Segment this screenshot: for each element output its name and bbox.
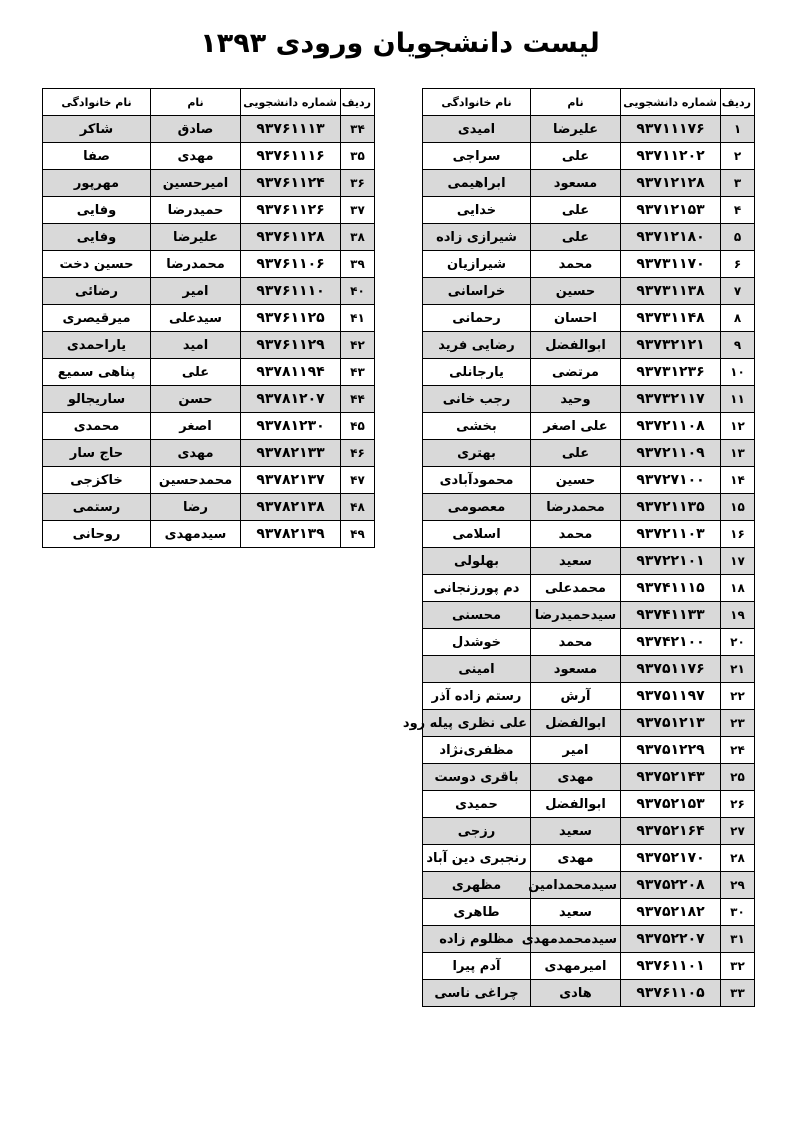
header-row-number: ردیف	[341, 89, 375, 116]
first-name-cell: مهدی	[151, 143, 241, 170]
table-row	[423, 737, 755, 764]
row-number-cell: ۱۲	[721, 413, 755, 440]
student-id-cell: ۹۳۷۵۱۲۱۳	[621, 710, 721, 737]
last-name-cell: شیرازیان	[423, 251, 531, 278]
first-name-cell: ابوالفضل	[531, 332, 621, 359]
row-number-cell: ۴۱	[341, 305, 375, 332]
student-id-cell: ۹۳۷۴۲۱۰۰	[621, 629, 721, 656]
student-id-cell: ۹۳۷۵۱۲۲۹	[621, 737, 721, 764]
last-name-cell: بهتری	[423, 440, 531, 467]
student-table-right	[402, 88, 755, 1007]
last-name-cell: مظفری‌نژاد	[423, 737, 531, 764]
last-name-cell: رنجبری دین آباد	[423, 845, 531, 872]
student-id-cell: ۹۳۷۲۷۱۰۰	[621, 467, 721, 494]
table-row	[423, 953, 755, 980]
row-number-cell: ۳۷	[341, 197, 375, 224]
last-name-cell: حمیدی	[423, 791, 531, 818]
first-name-cell: مهدی	[531, 764, 621, 791]
first-name-cell: علیرضا	[531, 116, 621, 143]
student-id-cell: ۹۳۷۳۱۱۴۸	[621, 305, 721, 332]
first-name-cell: ابوالفضل	[531, 791, 621, 818]
student-id-cell: ۹۳۷۶۱۱۰۱	[621, 953, 721, 980]
last-name-cell: روحانی	[43, 521, 151, 548]
table-row	[43, 413, 375, 440]
table-row	[423, 629, 755, 656]
student-id-cell: ۹۳۷۵۲۲۰۸	[621, 872, 721, 899]
row-number-cell: ۲	[721, 143, 755, 170]
first-name-cell: مسعود	[531, 170, 621, 197]
table-row	[423, 872, 755, 899]
last-name-cell: شیرازی زاده	[423, 224, 531, 251]
last-name-cell: صفا	[43, 143, 151, 170]
last-name-cell: مهرپور	[43, 170, 151, 197]
student-id-cell: ۹۳۷۲۱۱۰۹	[621, 440, 721, 467]
last-name-cell: وفایی	[43, 224, 151, 251]
row-number-cell: ۵	[721, 224, 755, 251]
table-row	[423, 305, 755, 332]
first-name-cell: سیدمحمدمهدی	[531, 926, 621, 953]
first-name-cell: مرتضی	[531, 359, 621, 386]
table-row	[423, 818, 755, 845]
last-name-cell: خراسانی	[423, 278, 531, 305]
last-name-cell: خوشدل	[423, 629, 531, 656]
last-name-cell: علی نظری پیله رود	[423, 710, 531, 737]
row-number-cell: ۲۹	[721, 872, 755, 899]
last-name-cell: بهلولی	[423, 548, 531, 575]
student-id-cell: ۹۳۷۸۱۲۳۰	[241, 413, 341, 440]
row-number-cell: ۱۶	[721, 521, 755, 548]
table-row	[43, 440, 375, 467]
table-row	[43, 305, 375, 332]
student-table-left	[42, 88, 375, 548]
row-number-cell: ۴۹	[341, 521, 375, 548]
student-id-cell: ۹۳۷۳۲۱۱۷	[621, 386, 721, 413]
row-number-cell: ۳۲	[721, 953, 755, 980]
last-name-cell: رزجی	[423, 818, 531, 845]
first-name-cell: اصغر	[151, 413, 241, 440]
row-number-cell: ۲۶	[721, 791, 755, 818]
row-number-cell: ۱۹	[721, 602, 755, 629]
last-name-cell: طاهری	[423, 899, 531, 926]
last-name-cell: رستمی	[43, 494, 151, 521]
table-row	[423, 197, 755, 224]
last-name-cell: رحمانی	[423, 305, 531, 332]
table-row	[423, 980, 755, 1007]
row-number-cell: ۲۴	[721, 737, 755, 764]
student-id-cell: ۹۳۷۱۱۲۰۲	[621, 143, 721, 170]
student-id-cell: ۹۳۷۸۲۱۳۸	[241, 494, 341, 521]
row-number-cell: ۳۸	[341, 224, 375, 251]
row-number-cell: ۲۲	[721, 683, 755, 710]
row-number-cell: ۶	[721, 251, 755, 278]
student-id-cell: ۹۳۷۸۲۱۳۷	[241, 467, 341, 494]
table-row	[423, 143, 755, 170]
row-number-cell: ۳۳	[721, 980, 755, 1007]
last-name-cell: سراجی	[423, 143, 531, 170]
last-name-cell: پناهی سمیع	[43, 359, 151, 386]
table-row	[43, 332, 375, 359]
first-name-cell: حمیدرضا	[151, 197, 241, 224]
header-student-id: شماره دانشجویی	[621, 89, 721, 116]
first-name-cell: مهدی	[151, 440, 241, 467]
last-name-cell: اسلامی	[423, 521, 531, 548]
student-id-cell: ۹۳۷۶۱۱۰۵	[621, 980, 721, 1007]
row-number-cell: ۴۰	[341, 278, 375, 305]
row-number-cell: ۲۷	[721, 818, 755, 845]
last-name-cell: وفایی	[43, 197, 151, 224]
student-id-cell: ۹۳۷۴۱۱۱۵	[621, 575, 721, 602]
student-id-cell: ۹۳۷۱۲۱۵۳	[621, 197, 721, 224]
student-id-cell: ۹۳۷۳۱۱۷۰	[621, 251, 721, 278]
row-number-cell: ۸	[721, 305, 755, 332]
first-name-cell: سعید	[531, 548, 621, 575]
table-header-row	[423, 89, 755, 116]
row-number-cell: ۱۷	[721, 548, 755, 575]
last-name-cell: معصومی	[423, 494, 531, 521]
student-id-cell: ۹۳۷۱۱۱۷۶	[621, 116, 721, 143]
student-id-cell: ۹۳۷۳۱۲۳۶	[621, 359, 721, 386]
first-name-cell: آرش	[531, 683, 621, 710]
student-id-cell: ۹۳۷۸۲۱۳۹	[241, 521, 341, 548]
first-name-cell: مهدی	[531, 845, 621, 872]
last-name-cell: میرقیصری	[43, 305, 151, 332]
table-header-row	[43, 89, 375, 116]
table-row	[43, 116, 375, 143]
first-name-cell: علی	[531, 143, 621, 170]
table-row	[423, 656, 755, 683]
first-name-cell: سعید	[531, 899, 621, 926]
row-number-cell: ۷	[721, 278, 755, 305]
table-row	[43, 251, 375, 278]
first-name-cell: ابوالفضل	[531, 710, 621, 737]
student-id-cell: ۹۳۷۸۱۲۰۷	[241, 386, 341, 413]
table-row	[423, 602, 755, 629]
row-number-cell: ۳۶	[341, 170, 375, 197]
last-name-cell: یارجانلی	[423, 359, 531, 386]
last-name-cell: خدایی	[423, 197, 531, 224]
table-row	[423, 521, 755, 548]
header-student-id: شماره دانشجویی	[241, 89, 341, 116]
first-name-cell: محمد	[531, 629, 621, 656]
row-number-cell: ۴۲	[341, 332, 375, 359]
student-id-cell: ۹۳۷۱۲۱۸۰	[621, 224, 721, 251]
last-name-cell: رضائی	[43, 278, 151, 305]
row-number-cell: ۴۳	[341, 359, 375, 386]
table-row	[423, 359, 755, 386]
first-name-cell: وحید	[531, 386, 621, 413]
last-name-cell: مظلوم زاده	[423, 926, 531, 953]
row-number-cell: ۴۵	[341, 413, 375, 440]
table-row	[423, 332, 755, 359]
row-number-cell: ۱۱	[721, 386, 755, 413]
last-name-cell: ابراهیمی	[423, 170, 531, 197]
row-number-cell: ۲۳	[721, 710, 755, 737]
row-number-cell: ۱۴	[721, 467, 755, 494]
first-name-cell: امیرحسین	[151, 170, 241, 197]
table-row	[43, 278, 375, 305]
student-id-cell: ۹۳۷۵۲۱۷۰	[621, 845, 721, 872]
first-name-cell: علیرضا	[151, 224, 241, 251]
row-number-cell: ۴۸	[341, 494, 375, 521]
student-id-cell: ۹۳۷۸۱۱۹۴	[241, 359, 341, 386]
student-id-cell: ۹۳۷۶۱۱۱۶	[241, 143, 341, 170]
row-number-cell: ۱۸	[721, 575, 755, 602]
table-row	[43, 197, 375, 224]
row-number-cell: ۲۸	[721, 845, 755, 872]
row-number-cell: ۳۱	[721, 926, 755, 953]
row-number-cell: ۱	[721, 116, 755, 143]
last-name-cell: محمدی	[43, 413, 151, 440]
student-id-cell: ۹۳۷۲۲۱۰۱	[621, 548, 721, 575]
first-name-cell: احسان	[531, 305, 621, 332]
last-name-cell: یاراحمدی	[43, 332, 151, 359]
first-name-cell: محمدرضا	[151, 251, 241, 278]
last-name-cell: خاکزجی	[43, 467, 151, 494]
table-row	[423, 791, 755, 818]
table-row	[43, 494, 375, 521]
first-name-cell: محمدعلی	[531, 575, 621, 602]
student-id-cell: ۹۳۷۶۱۱۲۹	[241, 332, 341, 359]
student-id-cell: ۹۳۷۶۱۱۲۸	[241, 224, 341, 251]
row-number-cell: ۲۱	[721, 656, 755, 683]
last-name-cell: رجب خانی	[423, 386, 531, 413]
header-last-name: نام خانوادگی	[43, 89, 151, 116]
header-first-name: نام	[531, 89, 621, 116]
student-id-cell: ۹۳۷۵۲۱۶۴	[621, 818, 721, 845]
first-name-cell: سعید	[531, 818, 621, 845]
table-row	[43, 143, 375, 170]
table-row	[423, 764, 755, 791]
table-row	[423, 494, 755, 521]
last-name-cell: امینی	[423, 656, 531, 683]
row-number-cell: ۲۵	[721, 764, 755, 791]
table-row	[423, 683, 755, 710]
last-name-cell: امیدی	[423, 116, 531, 143]
row-number-cell: ۱۵	[721, 494, 755, 521]
header-first-name: نام	[151, 89, 241, 116]
student-id-cell: ۹۳۷۵۱۱۹۷	[621, 683, 721, 710]
table-row	[43, 467, 375, 494]
first-name-cell: حسین	[531, 278, 621, 305]
first-name-cell: علی اصغر	[531, 413, 621, 440]
row-number-cell: ۹	[721, 332, 755, 359]
student-id-cell: ۹۳۷۱۲۱۲۸	[621, 170, 721, 197]
table-row	[423, 170, 755, 197]
student-id-cell: ۹۳۷۳۱۱۳۸	[621, 278, 721, 305]
first-name-cell: حسن	[151, 386, 241, 413]
student-id-cell: ۹۳۷۲۱۱۳۵	[621, 494, 721, 521]
first-name-cell: محمدرضا	[531, 494, 621, 521]
student-id-cell: ۹۳۷۵۲۱۴۳	[621, 764, 721, 791]
student-id-cell: ۹۳۷۶۱۱۲۶	[241, 197, 341, 224]
last-name-cell: دم پورزنجانی	[423, 575, 531, 602]
first-name-cell: علی	[531, 197, 621, 224]
student-id-cell: ۹۳۷۲۱۱۰۳	[621, 521, 721, 548]
student-id-cell: ۹۳۷۶۱۱۲۵	[241, 305, 341, 332]
first-name-cell: مسعود	[531, 656, 621, 683]
last-name-cell: محمودآبادی	[423, 467, 531, 494]
first-name-cell: سیدمحمدامین	[531, 872, 621, 899]
table-row	[423, 845, 755, 872]
first-name-cell: سیدعلی	[151, 305, 241, 332]
table-row	[423, 386, 755, 413]
row-number-cell: ۴	[721, 197, 755, 224]
first-name-cell: امیرمهدی	[531, 953, 621, 980]
first-name-cell: علی	[531, 440, 621, 467]
student-id-cell: ۹۳۷۵۲۲۰۷	[621, 926, 721, 953]
first-name-cell: علی	[531, 224, 621, 251]
first-name-cell: حسین	[531, 467, 621, 494]
table-row	[423, 899, 755, 926]
table-row	[423, 926, 755, 953]
student-id-cell: ۹۳۷۶۱۱۱۰	[241, 278, 341, 305]
student-id-cell: ۹۳۷۵۲۱۵۳	[621, 791, 721, 818]
table-row	[423, 278, 755, 305]
first-name-cell: امیر	[151, 278, 241, 305]
table-row	[43, 386, 375, 413]
row-number-cell: ۱۳	[721, 440, 755, 467]
row-number-cell: ۴۴	[341, 386, 375, 413]
page-title: لیست دانشجویان ورودی ۱۳۹۳	[200, 28, 600, 59]
table-row	[423, 575, 755, 602]
last-name-cell: شاکر	[43, 116, 151, 143]
table-row	[423, 467, 755, 494]
header-last-name: نام خانوادگی	[423, 89, 531, 116]
student-id-cell: ۹۳۷۶۱۱۱۳	[241, 116, 341, 143]
table-row	[43, 521, 375, 548]
row-number-cell: ۴۷	[341, 467, 375, 494]
row-number-cell: ۳۵	[341, 143, 375, 170]
student-id-cell: ۹۳۷۶۱۱۲۴	[241, 170, 341, 197]
first-name-cell: سیدحمیدرضا	[531, 602, 621, 629]
table-row	[43, 359, 375, 386]
first-name-cell: محمد	[531, 251, 621, 278]
last-name-cell: حسین دخت	[43, 251, 151, 278]
row-number-cell: ۱۰	[721, 359, 755, 386]
last-name-cell: مظهری	[423, 872, 531, 899]
student-id-cell: ۹۳۷۴۱۱۳۳	[621, 602, 721, 629]
table-row	[43, 224, 375, 251]
table-row	[423, 710, 755, 737]
table-row	[423, 440, 755, 467]
last-name-cell: بخشی	[423, 413, 531, 440]
row-number-cell: ۳۴	[341, 116, 375, 143]
student-id-cell: ۹۳۷۶۱۱۰۶	[241, 251, 341, 278]
last-name-cell: آدم پیرا	[423, 953, 531, 980]
last-name-cell: رضایی فرید	[423, 332, 531, 359]
first-name-cell: محمدحسین	[151, 467, 241, 494]
first-name-cell: هادی	[531, 980, 621, 1007]
first-name-cell: محمد	[531, 521, 621, 548]
last-name-cell: ساریجالو	[43, 386, 151, 413]
row-number-cell: ۳۹	[341, 251, 375, 278]
student-id-cell: ۹۳۷۳۲۱۲۱	[621, 332, 721, 359]
student-id-cell: ۹۳۷۵۱۱۷۶	[621, 656, 721, 683]
table-row	[423, 548, 755, 575]
first-name-cell: سیدمهدی	[151, 521, 241, 548]
row-number-cell: ۳	[721, 170, 755, 197]
last-name-cell: رستم زاده آذر	[423, 683, 531, 710]
table-row	[43, 170, 375, 197]
table-row	[423, 116, 755, 143]
student-id-cell: ۹۳۷۵۲۱۸۲	[621, 899, 721, 926]
last-name-cell: حاج سار	[43, 440, 151, 467]
student-id-cell: ۹۳۷۸۲۱۳۳	[241, 440, 341, 467]
first-name-cell: صادق	[151, 116, 241, 143]
first-name-cell: امید	[151, 332, 241, 359]
table-row	[423, 224, 755, 251]
student-id-cell: ۹۳۷۲۱۱۰۸	[621, 413, 721, 440]
header-row-number: ردیف	[721, 89, 755, 116]
last-name-cell: چراغی ناسی	[423, 980, 531, 1007]
row-number-cell: ۳۰	[721, 899, 755, 926]
last-name-cell: باقری دوست	[423, 764, 531, 791]
first-name-cell: علی	[151, 359, 241, 386]
row-number-cell: ۴۶	[341, 440, 375, 467]
last-name-cell: محسنی	[423, 602, 531, 629]
first-name-cell: رضا	[151, 494, 241, 521]
first-name-cell: امیر	[531, 737, 621, 764]
table-row	[423, 251, 755, 278]
row-number-cell: ۲۰	[721, 629, 755, 656]
table-row	[423, 413, 755, 440]
